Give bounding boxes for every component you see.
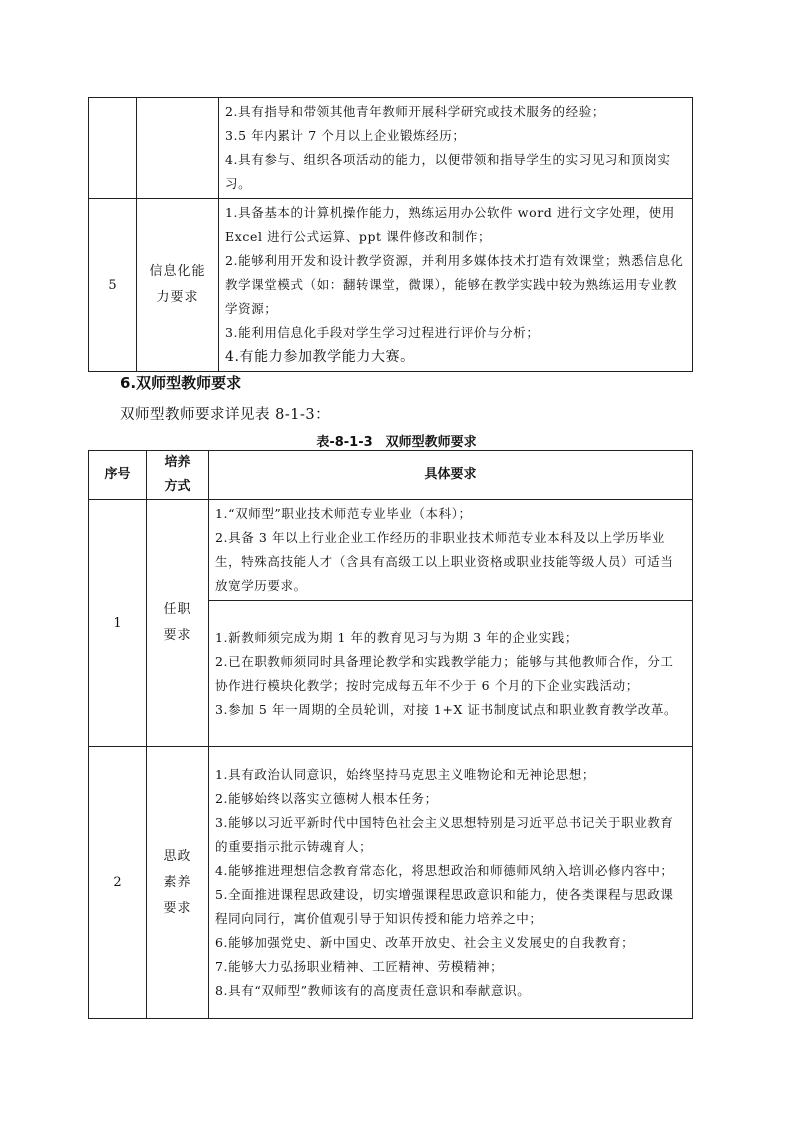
requirement-item: 1.具有政治认同意识，始终坚持马克思主义唯物论和无神论思想； xyxy=(215,766,595,782)
row-category: 任职要求 xyxy=(147,500,209,747)
row-category: 思政素养要求 xyxy=(147,747,209,1019)
requirement-item: 2.能够始终以落实立德树人根本任务； xyxy=(215,790,438,806)
header-detail: 具体要求 xyxy=(209,451,693,500)
requirement-item: 2.能够利用开发和设计教学资源，并利用多媒体技术打造有效课堂；熟悉信息化教学课堂模式（如：翻转课堂，微课），能够在教学实践中较为熟练运用专业教学资源； xyxy=(225,253,684,316)
requirement-item: 3.5 年内累计 7 个月以上企业锻炼经历； xyxy=(225,128,466,143)
requirement-item: 1.新教师须完成为期 1 年的教育见习与为期 3 年的企业实践； xyxy=(215,629,578,645)
row-requirements xyxy=(209,601,693,747)
row-number xyxy=(89,98,137,199)
requirement-item: 1.“双师型”职业技术师范专业毕业（本科）； xyxy=(215,506,472,521)
row-number: 5 xyxy=(89,199,137,372)
requirement-item: 2.已在职教师须同时具备理论教学和实践教学能力；能够与其他教师合作，分工协作进行模块化教学；按时完成每五年不少于 6 个月的下企业实践活动； xyxy=(215,653,674,693)
row-requirements xyxy=(209,500,693,601)
requirement-item: 2.具备 3 年以上行业企业工作经历的非职业技术师范专业本科及以上学历毕业生，特殊高技能人才（含具有高级工以上职业资格或职业技能等级人员）可适当放宽学历要求。 xyxy=(215,530,674,593)
requirement-item: 3.能够以习近平新时代中国特色社会主义思想特别是习近平总书记关于职业教育的重要指示批示铸魂育人； xyxy=(215,814,674,854)
section-title: 6.双师型教师要求 xyxy=(120,374,242,392)
requirement-item: 3.参加 5 年一周期的全员轮训，对接 1+X 证书制度试点和职业教育教学改革。 xyxy=(215,701,678,717)
table-row xyxy=(89,199,693,372)
table-dual-qualified-teacher xyxy=(88,450,693,1019)
requirement-item: 8.具有“双师型”教师该有的高度责任意识和奉献意识。 xyxy=(215,982,531,998)
row-requirements xyxy=(219,98,693,199)
table-row xyxy=(89,98,693,199)
row-category: 信息化能力要求 xyxy=(137,199,219,372)
requirement-item: 1.具备基本的计算机操作能力，熟练运用办公软件 word 进行文字处理，使用 Excel 进行公式运算、ppt 课件修改和制作； xyxy=(225,205,675,244)
row-requirements xyxy=(209,747,693,1019)
table-header-row xyxy=(89,451,693,500)
row-category xyxy=(137,98,219,199)
requirement-item: 3.能利用信息化手段对学生学习过程进行评价与分析； xyxy=(225,325,540,340)
row-number: 2 xyxy=(89,747,147,1019)
requirement-item: 6.能够加强党史、新中国史、改革开放史、社会主义发展史的自我教育； xyxy=(215,934,635,950)
header-number: 序号 xyxy=(89,451,147,500)
table-row xyxy=(89,747,693,1019)
requirement-item: 4.具有参与、组织各项活动的能力，以便带领和指导学生的实习见习和顶岗实习。 xyxy=(225,152,671,191)
requirement-item: 4.能够推进理想信念教育常态化，将思想政治和师德师风纳入培训必修内容中； xyxy=(215,862,674,878)
section-intro: 双师型教师要求详见表 8-1-3： xyxy=(120,407,331,423)
requirement-item: 5.全面推进课程思政建设，切实增强课程思政意识和能力，使各类课程与思政课程同向同行，寓价值观引导于知识传授和能力培养之中； xyxy=(215,886,674,926)
row-requirements xyxy=(219,199,693,372)
requirement-item: 7.能够大力弘扬职业精神、工匠精神、劳模精神； xyxy=(215,958,504,974)
table-caption: 表-8-1-3 双师型教师要求 xyxy=(316,435,477,450)
table-row xyxy=(89,500,693,601)
table-teacher-requirements-continued xyxy=(88,97,693,372)
header-method: 培养方式 xyxy=(147,451,209,500)
requirement-item: 4.有能力参加教学能力大赛。 xyxy=(225,349,415,365)
row-number: 1 xyxy=(89,500,147,747)
requirement-item: 2.具有指导和带领其他青年教师开展科学研究或技术服务的经验； xyxy=(225,104,605,119)
